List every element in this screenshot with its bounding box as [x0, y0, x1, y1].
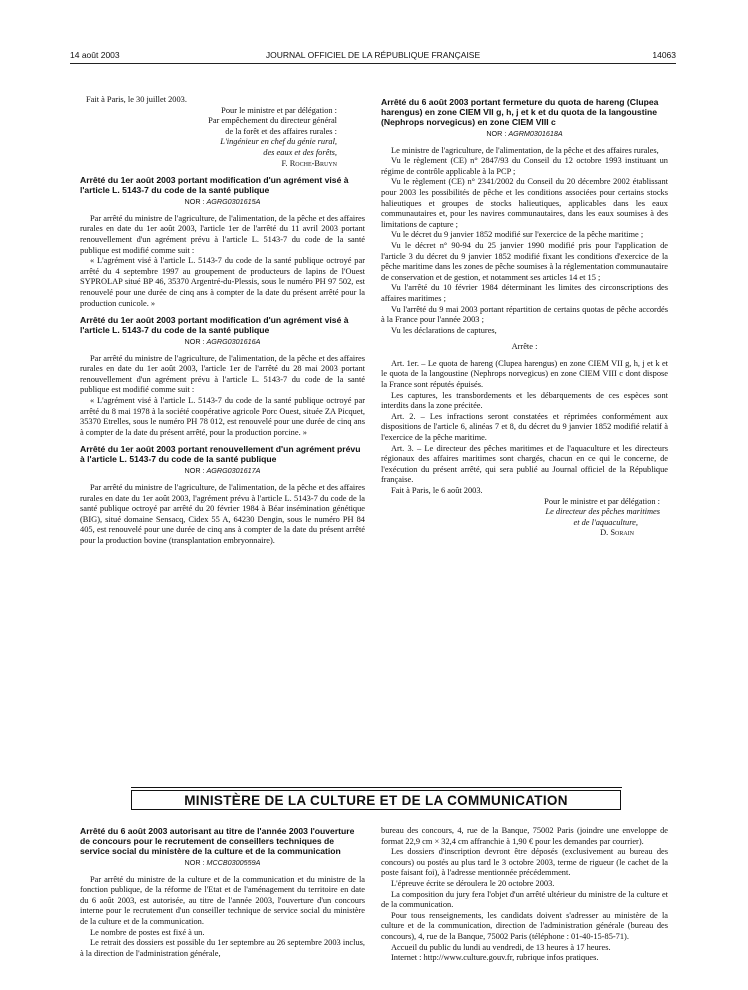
right-column — [381, 97, 668, 539]
decree-title: Arrêté du 1er août 2003 portant renouvellement d'un agrément prévu à l'article L. 5143-7 du code de la santé publique — [80, 444, 361, 465]
signature-block — [381, 497, 668, 539]
paragraph: Le retrait des dossiers est possible du 1er septembre au 26 septembre 2003 inclus, à la direction de l'administration générale, — [80, 938, 365, 958]
paragraph: Accueil du public du lundi au vendredi, de 13 heures à 17 heures. — [391, 942, 611, 952]
decree-title: Arrêté du 1er août 2003 portant modification d'un agrément visé à l'article L. 5143-7 du code de la santé publique — [80, 315, 349, 336]
paragraph: Vu le règlement (CE) n° 2847/93 du Conseil du 12 octobre 1993 instituant un régime de contrôle applicable à la PCP ; — [381, 156, 668, 176]
nor-label: NOR : — [184, 858, 207, 867]
decree-title: Arrêté du 1er août 2003 portant modification d'un agrément visé à l'article L. 5143-7 du code de la santé publique — [80, 175, 349, 196]
paragraph: Vu le décret n° 90-94 du 25 janvier 1990 modifié pris pour l'application de l'article 3 du décret du 9 janvier 1852 modifié fixant les conditions d'exercice de la pêche maritime dans les zones de pêche soumises à la réglementation communautaire de conservation et de gestion, et notamment ses articles 14 et 15 ; — [381, 240, 668, 282]
paragraph: Internet : http://www.culture.gouv.fr, rubrique infos pratiques. — [391, 953, 599, 963]
paragraph: Le nombre de postes est fixé à un. — [90, 927, 205, 937]
paragraph: Par arrêté du ministre de l'agriculture, de l'alimentation, de la pêche et des affaires rurales en date du 1er août 2003, l'article 1er de l'arrêté du 11 avril 2003 portant renouvellement d'un agrément prévu à l'article L. 5143-7 du code de la santé publique est modifié comme suit : — [80, 213, 365, 255]
signature-line: de la forêt et des affaires rurales : — [225, 126, 337, 136]
ministry-banner: MINISTÈRE DE LA CULTURE ET DE LA COMMUNICATION — [131, 790, 621, 810]
signatory-name: D. Sorain — [600, 528, 634, 538]
decree-title: Arrêté du 6 août 2003 autorisant au titre de l'année 2003 l'ouverture de concours pour le recrutement de conseillers techniques de service social du ministère de la culture et de la communication — [80, 826, 355, 856]
signature-line: et de l'aquaculture, — [573, 517, 638, 527]
nor-code: MCCB0300559A — [206, 858, 261, 867]
decree-title: Arrêté du 6 août 2003 portant fermeture du quota de hareng (Clupea harengus) en zone CIEM VII g, h, j et k et du quota de la langoustine (Nephrops norvegicus) en zone CIEM VIII c — [381, 97, 659, 127]
paragraph: Par arrêté du ministre de l'agriculture, de l'alimentation, de la pêche et des affaires rurales en date du 1er août 2003, l'article 1er de l'arrêté du 28 mai 2003 portant renouvellement d'un agrément prévu à l'article L. 5143-7 du code de la santé publique est modifié comme suit : — [80, 353, 365, 395]
paragraph: bureau des concours, 4, rue de la Banque, 75002 Paris (joindre une enveloppe de format 22,9 cm × 32,4 cm affranchie à 1,90 € pour les demandes par courrier). — [381, 826, 668, 846]
signature-line: L'ingénieur en chef du génie rural, — [220, 137, 337, 147]
signature-line: Le directeur des pêches maritimes — [545, 507, 660, 517]
header-date: 14 août 2003 — [70, 50, 120, 60]
nor-code: AGRM0301618A — [508, 129, 563, 138]
paragraph: Pour tous renseignements, les candidats doivent s'adresser au ministère de la culture et de la communication, direction de l'administration générale (bureau des concours), 4, rue de la Banque, 75002 Paris (téléphone : 01-40-15-85-71). — [381, 910, 668, 941]
nor-reference — [381, 129, 668, 140]
journal-title: JOURNAL OFFICIEL DE LA RÉPUBLIQUE FRANÇAISE — [265, 50, 481, 60]
paragraph: La composition du jury fera l'objet d'un arrêté ultérieur du ministre de la culture et de la communication. — [381, 889, 668, 910]
paragraph: Vu l'arrêté du 9 mai 2003 portant répartition de certains quotas de pêche accordés à la France pour l'année 2003 ; — [381, 304, 668, 325]
signatory-name: F. Roche-Bruyn — [281, 158, 337, 168]
signature-line: Pour le ministre et par délégation : — [221, 105, 337, 115]
nor-reference — [80, 466, 365, 477]
paragraph: Vu le règlement (CE) n° 2341/2002 du Conseil du 20 décembre 2002 établissant pour 2003 les possibilités de pêche et les conditions associées pour certains stocks halieutiques et groupes de stocks halieutiques, applicables dans les eaux communautaires et, pour les navires communautaires, dans les eaux soumises à des limitations de capture ; — [381, 177, 668, 229]
article: Art. 1er. – Le quota de hareng (Clupea harengus) en zone CIEM VII g, h, j et k et le quota de la langoustine (Nephrops norvegicus) en zone CIEM VIII c dont dispose la France sont réputés épuisés. — [381, 358, 668, 390]
left-column-bottom — [80, 826, 365, 959]
page-number: 14063 — [652, 50, 676, 60]
nor-code: AGRG0301615A — [206, 197, 261, 207]
page-header — [70, 50, 676, 62]
nor-code: AGRG0301616A — [206, 337, 261, 347]
paragraph: Vu les déclarations de captures, — [391, 325, 497, 335]
signature-line: Par empêchement du directeur général — [208, 116, 337, 126]
paragraph: Par arrêté du ministre de la culture et de la communication et du ministre de la fonction publique, de la réforme de l'Etat et de l'aménagement du territoire en date du 6 août 2003, est autorisée, au titre de l'année 2003, l'ouverture d'un concours interne pour le recrutement d'un conseiller technique de service social du ministère de la culture et de la communication. — [80, 874, 365, 926]
paragraph: L'épreuve écrite se déroulera le 20 octobre 2003. — [391, 878, 555, 888]
paragraph: Les captures, les transbordements et les débarquements de ces espèces sont interdits dans la zone précitée. — [381, 390, 668, 411]
nor-label: NOR : — [486, 129, 509, 138]
signature-line: des eaux et des forêts, — [263, 147, 337, 157]
paragraph: Les dossiers d'inscription devront être déposés (exclusivement au bureau des concours) ou postés au plus tard le 3 octobre 2003, terme de rigueur (le cachet de la poste faisant foi), à l'adresse mentionnée précédemment. — [381, 847, 668, 878]
paragraph: « L'agrément visé à l'article L. 5143-7 du code de la santé publique octroyé par arrêté du 8 mai 1978 à la société coopérative agricole Porc Ouest, située ZA Picquet, 35370 Etrelles, sous le numéro PH 78 012, est renouvelé pour une durée de cinq ans à compter de la date du présent arrêté, pour la production porcine. » — [80, 396, 365, 437]
arrete-heading: Arrête : — [511, 342, 538, 352]
left-column — [80, 95, 365, 547]
paragraph: Vu l'arrêté du 10 février 1984 déterminant les limites des circonscriptions des affaires maritimes ; — [381, 283, 668, 303]
nor-reference — [80, 197, 365, 208]
header-rule — [70, 63, 676, 64]
nor-reference — [80, 337, 365, 348]
paragraph: Le ministre de l'agriculture, de l'alimentation, de la pêche et des affaires rurales, — [391, 145, 659, 155]
nor-label: NOR : — [184, 197, 207, 207]
paragraph: Vu le décret du 9 janvier 1852 modifié sur l'exercice de la pêche maritime ; — [391, 230, 644, 240]
paragraph: Par arrêté du ministre de l'agriculture, de l'alimentation, de la pêche et des affaires rurales en date du 1er août 2003, l'agrément prévu à l'article L. 5143-7 du code de la santé publique octroyé par arrêté du 20 février 1984 à Béar insémination génétique (BIG), situé domaine Sensacq, Cidex 55 A, 64230 Dengin, sous le numéro PH 84 405, est renouvelé pour une durée de cinq ans à compter de la date du présent arrêté pour la production bovine (transplantation embryonnaire). — [80, 483, 365, 545]
article: Art. 3. – Le directeur des pêches maritimes et de l'aquaculture et les directeurs régionaux des affaires maritimes sont chargés, chacun en ce qui le concerne, de l'exécution du présent arrêté, qui sera publié au Journal officiel de la République française. — [381, 443, 668, 485]
article: Art. 2. – Les infractions seront constatées et réprimées conformément aux dispositions de l'article 6, alinéas 7 et 8, du décret du 9 janvier 1852 modifié relatif à l'exercice de la pêche maritime. — [381, 411, 668, 443]
signature-block — [80, 106, 365, 170]
nor-label: NOR : — [184, 337, 207, 347]
signature-date: Fait à Paris, le 30 juillet 2003. — [86, 95, 187, 104]
nor-reference — [80, 858, 365, 869]
nor-code: AGRG0301617A — [206, 466, 261, 476]
nor-label: NOR : — [184, 466, 207, 476]
signature-date: Fait à Paris, le 6 août 2003. — [391, 486, 483, 495]
signature-line: Pour le ministre et par délégation : — [544, 496, 660, 506]
paragraph: « L'agrément visé à l'article L. 5143-7 du code de la santé publique octroyé par arrêté du 4 septembre 1997 au groupement de producteurs de lapins de l'Ouest SYPROLAP situé BP 46, 35370 Argentré-du-Plessis, sous le numéro PH 97 502, est renouvelé pour une durée de cinq ans à compter de la date du présent arrêté pour la production cunicole. » — [80, 256, 365, 308]
right-column-bottom — [381, 826, 668, 964]
